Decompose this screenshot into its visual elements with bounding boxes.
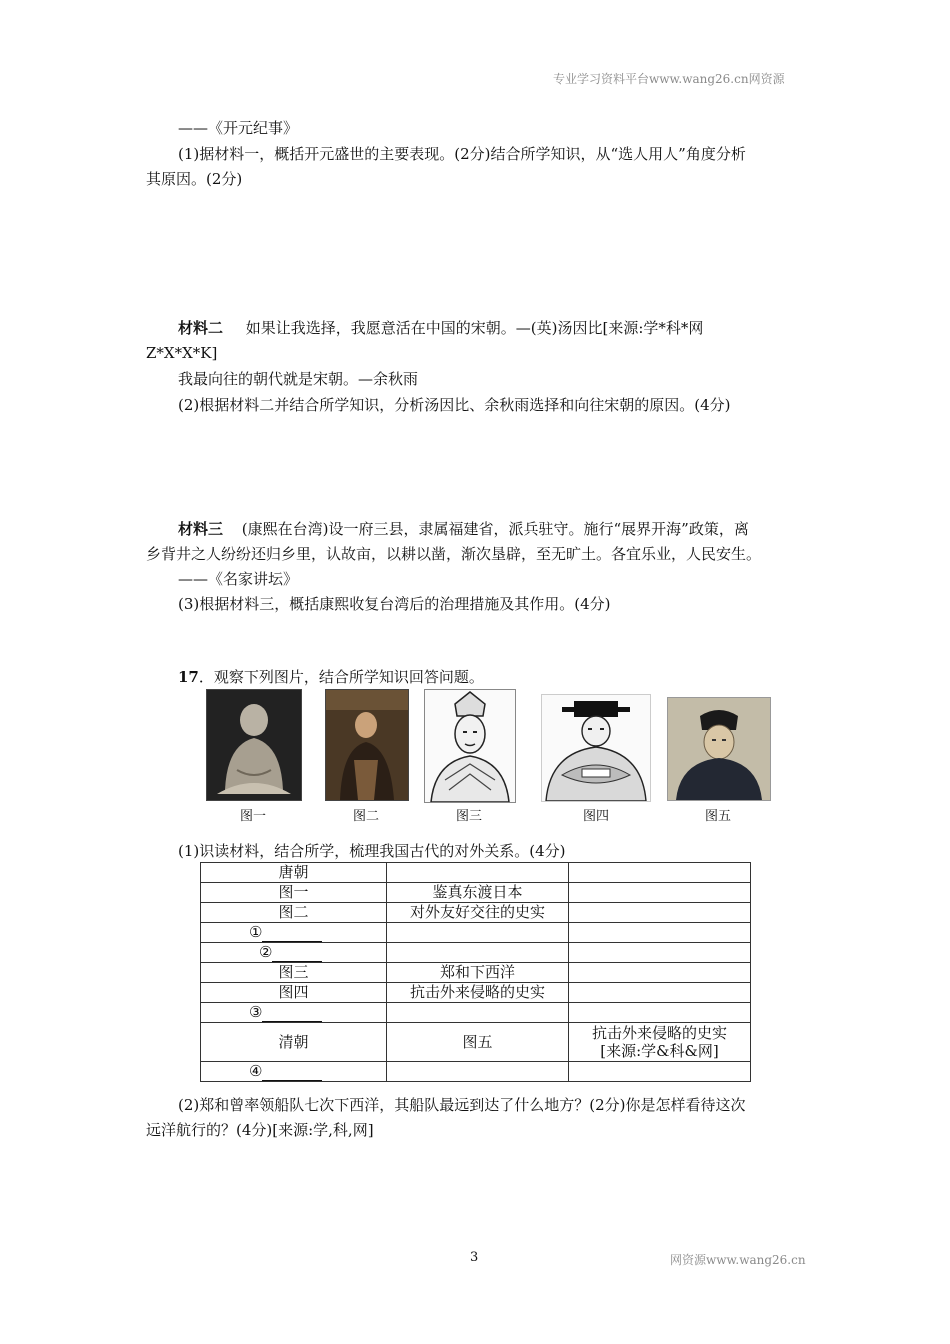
figure-2-caption: 图二 [352, 809, 379, 824]
q17-part2: (2)郑和曾率领船队七次下西洋，其船队最远到达了什么地方？(2分)你是怎样看待这次 [178, 1096, 746, 1114]
table-cell: 图二 [201, 903, 387, 923]
figure-3-caption: 图三 [455, 809, 482, 824]
table-cell: 图三 [201, 963, 387, 983]
table-cell [387, 923, 569, 943]
table-cell [387, 1062, 569, 1082]
q16-part1-cont: 其原因。(2分) [146, 170, 243, 188]
table-cell: 图五 [387, 1023, 569, 1062]
material2 [178, 316, 703, 340]
table-row [201, 1003, 751, 1023]
source-kaiyuan: ——《开元纪事》 [178, 119, 299, 137]
table-cell: 图一 [201, 883, 387, 903]
answer-blank-2[interactable]: ② [201, 943, 387, 963]
material3-label: 材料三 [178, 520, 224, 538]
figure-1-caption: 图一 [239, 809, 266, 824]
material2-yu: 我最向往的朝代就是宋朝。—余秋雨 [178, 370, 419, 388]
figure-5-portrait [667, 697, 771, 801]
figure-2-painting [325, 689, 409, 801]
q16-part1: (1)据材料一，概括开元盛世的主要表现。(2分)结合所学知识，从“选人用人”角度分析 [178, 145, 746, 163]
table-cell [569, 943, 751, 963]
table-cell [569, 1062, 751, 1082]
table-cell [569, 903, 751, 923]
answer-blank-4[interactable]: ④ [201, 1062, 387, 1082]
table-row [201, 1062, 751, 1082]
material2-text: 如果让我选择，我愿意活在中国的宋朝。—(英)汤因比[来源:学*科*网 [245, 319, 704, 337]
material3-cont: 乡背井之人纷纷还归乡里，认故亩，以耕以凿，渐次垦辟，至无旷土。各宜乐业，人民安生。 [146, 545, 762, 563]
material2-label: 材料二 [178, 319, 224, 337]
figure-1-jianzhen-statue [206, 689, 302, 801]
table-cell: 抗击外来侵略的史实 [387, 983, 569, 1003]
table-row [201, 963, 751, 983]
q17-title [178, 665, 484, 689]
table-row [201, 983, 751, 1003]
table-cell-source: [来源:学&科&网] [600, 1042, 719, 1060]
table-row [201, 923, 751, 943]
q17-part2-cont: 远洋航行的？(4分)[来源:学,科,网] [146, 1121, 374, 1139]
table-cell [569, 883, 751, 903]
page-number: 3 [470, 1250, 479, 1265]
answer-blank-3[interactable]: ③ [201, 1003, 387, 1023]
material2-cont: Z*X*X*K] [146, 344, 218, 362]
material3 [178, 517, 749, 541]
table-cell: 鉴真东渡日本 [387, 883, 569, 903]
table-row [201, 903, 751, 923]
table-row [201, 943, 751, 963]
table-cell [569, 1003, 751, 1023]
table-cell [387, 863, 569, 883]
header-watermark: 专业学习资料平台www.wang26.cn网资源 [553, 72, 785, 86]
table-cell [569, 1023, 751, 1062]
q16-part2: (2)根据材料二并结合所学知识，分析汤因比、余秋雨选择和向往宋朝的原因。(4分) [178, 396, 731, 414]
table-cell [387, 1003, 569, 1023]
table-row [201, 863, 751, 883]
table-cell [569, 863, 751, 883]
table-row [201, 1023, 751, 1062]
figure-4-caption: 图四 [582, 809, 609, 824]
figure-4-official-drawing [541, 694, 651, 802]
footer-watermark: 网资源www.wang26.cn [670, 1253, 806, 1267]
q16-part3: (3)根据材料三，概括康熙收复台湾后的治理措施及其作用。(4分) [178, 595, 611, 613]
q17-part1: (1)识读材料，结合所学，梳理我国古代的对外关系。(4分) [178, 842, 566, 860]
table-cell [569, 963, 751, 983]
answer-blank-1[interactable]: ① [201, 923, 387, 943]
table-cell: 清朝 [201, 1023, 387, 1062]
figure-3-zhenghe-drawing [424, 689, 516, 803]
table-cell: 对外友好交往的史实 [387, 903, 569, 923]
figure-5-caption: 图五 [704, 809, 731, 824]
table-cell [569, 923, 751, 943]
foreign-relations-table [200, 862, 751, 1082]
table-row [201, 883, 751, 903]
q17-number: 17 [178, 668, 199, 686]
table-cell: 唐朝 [201, 863, 387, 883]
table-cell [387, 943, 569, 963]
q17-intro: ．观察下列图片，结合所学知识回答问题。 [198, 668, 484, 686]
table-cell-text: 抗击外来侵略的史实 [591, 1024, 727, 1042]
source-mingjia: ——《名家讲坛》 [178, 570, 299, 588]
material3-text: (康熙在台湾)设一府三县，隶属福建省，派兵驻守。施行“展界开海”政策，离 [241, 520, 749, 538]
table-cell: 郑和下西洋 [387, 963, 569, 983]
table-cell: 图四 [201, 983, 387, 1003]
table-cell [569, 983, 751, 1003]
